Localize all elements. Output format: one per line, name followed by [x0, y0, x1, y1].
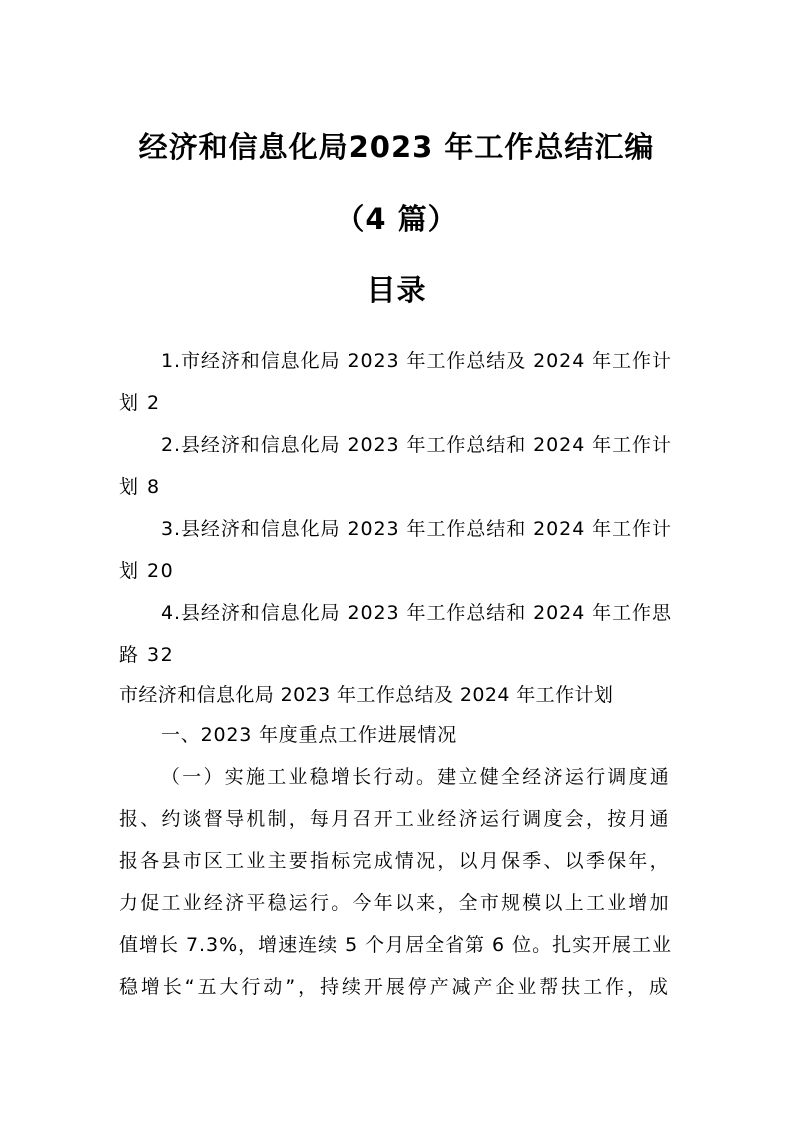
toc-item-4-line1[interactable]: 4.县经济和信息化局 2023 年工作总结和 2024 年工作思	[161, 602, 672, 624]
paragraph-line: 稳增长“五大行动”，持续开展停产减产企业帮扶工作，成	[119, 976, 671, 998]
document-title: 经济和信息化局2023 年工作总结汇编	[138, 130, 655, 164]
toc-item-4-line2[interactable]: 路 32	[119, 644, 175, 666]
toc-item-2-line1[interactable]: 2.县经济和信息化局 2023 年工作总结和 2024 年工作计	[161, 434, 672, 456]
article-title: 市经济和信息化局 2023 年工作总结及 2024 年工作计划	[119, 684, 614, 706]
section-heading: 一、2023 年度重点工作进展情况	[161, 724, 457, 746]
paragraph-line: 报、约谈督导机制，每月召开工业经济运行调度会，按月通	[119, 808, 671, 830]
toc-heading: 目录	[366, 273, 427, 307]
toc-item-1-line1[interactable]: 1.市经济和信息化局 2023 年工作总结及 2024 年工作计	[161, 350, 672, 372]
toc-item-3-line2[interactable]: 划 20	[119, 560, 175, 582]
toc-item-3-line1[interactable]: 3.县经济和信息化局 2023 年工作总结和 2024 年工作计	[161, 518, 672, 540]
toc-item-1-line2[interactable]: 划 2	[119, 392, 161, 414]
paragraph-line: 报各县市区工业主要指标完成情况，以月保季、以季保年，	[119, 850, 671, 872]
document-count: （4 篇）	[335, 202, 458, 236]
paragraph-line: 力促工业经济平稳运行。今年以来，全市规模以上工业增加	[119, 892, 671, 914]
paragraph-line: 值增长 7.3%，增速连续 5 个月居全省第 6 位。扎实开展工业	[119, 934, 672, 956]
toc-item-2-line2[interactable]: 划 8	[119, 476, 161, 498]
paragraph-line: （一）实施工业稳增长行动。建立健全经济运行调度通	[161, 766, 672, 788]
